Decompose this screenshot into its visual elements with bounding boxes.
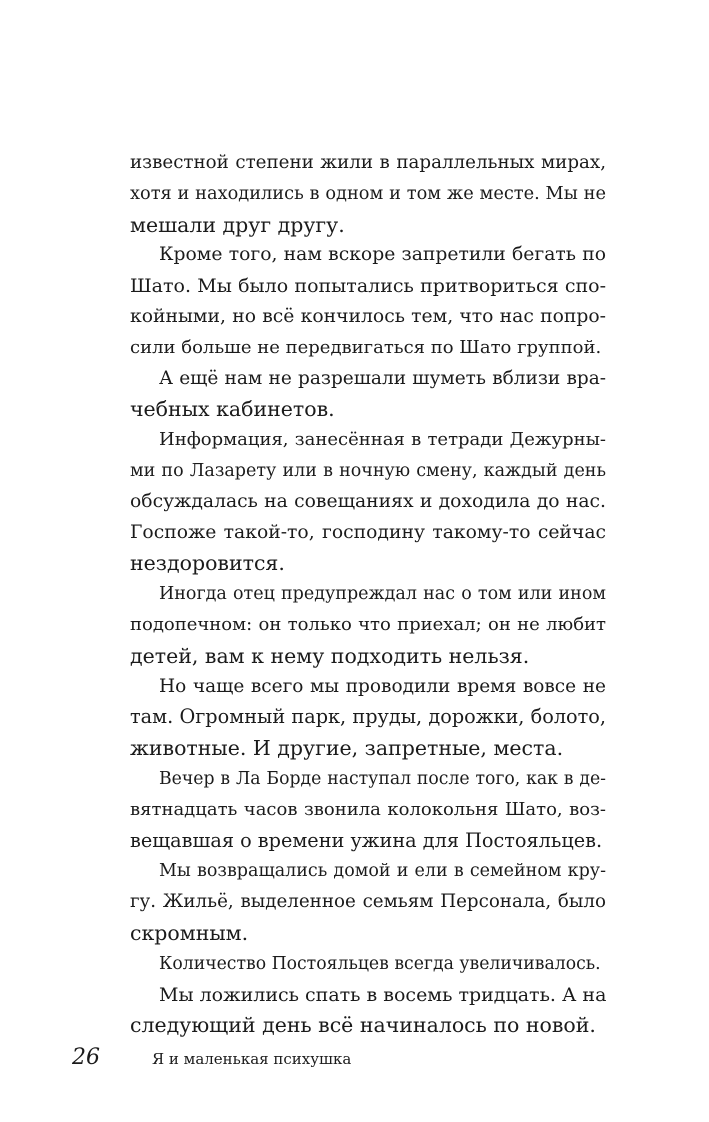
paragraph <box>130 364 606 426</box>
text-line: чебных кабинетов. <box>130 397 335 422</box>
paragraph <box>130 148 606 240</box>
text-line: Но чаще всего мы проводили время вовсе не <box>159 675 606 697</box>
text-line: гу. Жильё, выделенное семьям Персонала, было <box>130 891 606 913</box>
text-line: Шато. Мы было попытались притвориться спо- <box>130 275 606 298</box>
text-line: Вечер в Ла Борде наступал после того, как в де- <box>159 768 606 789</box>
body-text <box>130 148 606 1041</box>
text-line: сили больше не передвигаться по Шато группой. <box>130 336 602 358</box>
text-line: животные. И другие, запретные, места. <box>130 736 564 761</box>
text-line: обсуждалась на совещаниях и доходила до нас. <box>130 490 606 512</box>
text-line: там. Огромный парк, пруды, дорожки, болото, <box>130 705 606 729</box>
text-line: Иногда отец предупреждал нас о том или ином <box>159 584 606 605</box>
text-line: вятнадцать часов звонила колокольня Шато, воз- <box>130 798 606 820</box>
text-line: мешали друг другу. <box>130 212 345 237</box>
paragraph <box>130 579 606 671</box>
text-line: Госпоже такой-то, господину такому-то сейчас <box>130 521 606 543</box>
text-line: хотя и находились в одном и том же месте. Мы не <box>130 183 606 204</box>
page-number: 26 <box>72 1045 100 1070</box>
text-line: подопечном: он только что приехал; он не любит <box>130 613 606 635</box>
paragraph <box>130 672 606 764</box>
text-line: ми по Лазарету или в ночную смену, каждый день <box>130 460 606 481</box>
text-line: Кроме того, нам вскоре запретили бегать по <box>159 244 606 266</box>
text-line: нездоровится. <box>130 551 285 576</box>
paragraph <box>130 240 606 363</box>
text-line: известной степени жили в параллельных мирах, <box>130 152 606 173</box>
paragraph <box>130 980 606 1042</box>
paragraph <box>130 856 606 948</box>
paragraph <box>130 764 606 856</box>
text-line: Мы возвращались домой и ели в семейном кру- <box>159 861 606 882</box>
text-line: детей, вам к нему подходить нельзя. <box>130 643 530 668</box>
text-line: следующий день всё начиналось по новой. <box>130 1013 596 1038</box>
text-line: А ещё нам не разрешали шуметь вблизи вра- <box>159 367 606 389</box>
text-line: скромным. <box>130 920 249 945</box>
paragraph <box>130 425 606 579</box>
running-title: Я и маленькая психушка <box>152 1050 352 1068</box>
text-line: Количество Постояльцев всегда увеличивалось. <box>159 953 601 974</box>
text-line: вещавшая о времени ужина для Постояльцев. <box>130 828 603 852</box>
text-line: Мы ложились спать в восемь тридцать. А на <box>159 983 607 1006</box>
text-line: койными, но всё кончилось тем, что нас попро- <box>130 305 606 327</box>
paragraph <box>130 949 606 980</box>
text-line: Информация, занесённая в тетради Дежурны- <box>159 429 606 451</box>
